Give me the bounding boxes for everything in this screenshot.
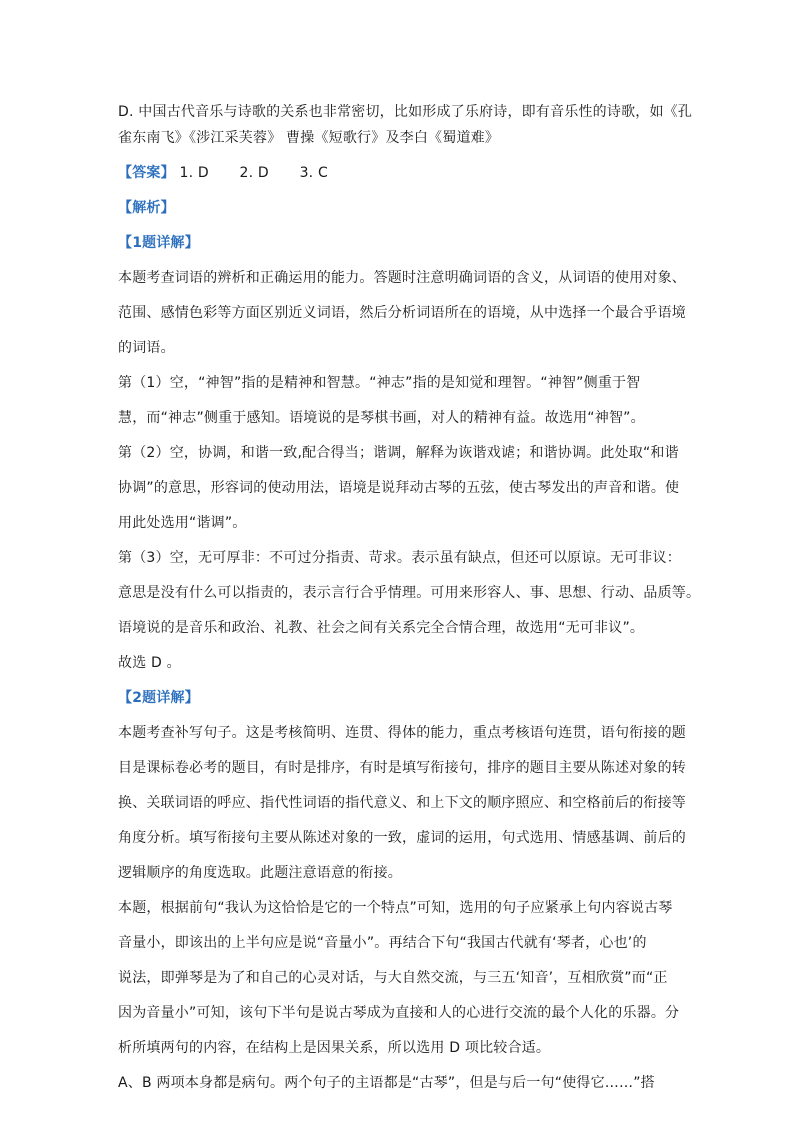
text-line: 本题，根据前句“我认为这恰恰是它的一个特点”可知，选用的句子应紧承上句内容说古琴	[118, 900, 673, 916]
text-line: 慧，而“神志”侧重于感知。语境说的是琴棋书画，对人的精神有益。故选用“神智”。	[118, 410, 645, 426]
text-line: 的词语。	[118, 340, 175, 356]
text-line: 意思是没有什么可以指责的，表示言行合乎情理。可用来形容人、事、思想、行动、品质等。	[118, 585, 701, 601]
q2-body	[118, 895, 678, 1061]
text-line: 本题考查补写句子。这是考核简明、连贯、得体的能力，重点考核语句连贯，语句衔接的题	[118, 725, 686, 741]
answer-item: 1. D	[179, 165, 209, 181]
option-d-line: 雀东南飞》《涉江采芙蓉》 曹操《短歌行》及李白《蜀道难》	[118, 130, 500, 146]
text-line: 本题考查词语的辨析和正确运用的能力。答题时注意明确词语的含义，从词语的使用对象、	[118, 270, 686, 286]
q1-conclusion: 故选 D 。	[118, 655, 181, 671]
text-line: 第（1）空，“神智”指的是精神和智慧。“神志”指的是知觉和理智。“神智”侧重于智	[118, 375, 641, 391]
text-line: 协调”的意思，形容词的使动用法，语境是说拜动古琴的五弦，使古琴发出的声音和谐。使	[118, 480, 680, 496]
text-line: 逻辑顺序的角度选取。此题注意语意的衔接。	[118, 865, 402, 881]
q1-blank3	[118, 545, 701, 641]
q2-heading-text: 【2题详解】	[118, 690, 199, 706]
q1-heading-text: 【1题详解】	[118, 235, 199, 251]
text-line: 目是课标卷必考的题目，有时是排序，有时是填写衔接句，排序的题目主要从陈述对象的转	[118, 760, 686, 776]
q1-blank2	[118, 440, 678, 536]
text-line: 语境说的是音乐和政治、礼教、社会之间有关系完全合情合理，故选用“无可非议”。	[118, 620, 645, 636]
text-line: 第（3）空，无可厚非：不可过分指责、苛求。表示虽有缺点，但还可以原谅。无可非议：	[118, 550, 681, 566]
answer-item: 3. C	[299, 165, 328, 181]
q2-intro	[118, 720, 686, 886]
text-line: 角度分析。填写衔接句主要从陈述对象的一致，虚词的运用，句式选用、情感基调、前后的	[118, 830, 686, 846]
text-line: 析所填两句的内容，在结构上是因果关系，所以选用 D 项比较合适。	[118, 1040, 551, 1056]
q1-intro	[118, 265, 686, 361]
text-line: 说法，即弹琴是为了和自己的心灵对话，与大自然交流，与三五‘知音’，互相欣赏”而“正	[118, 970, 668, 986]
text-line: 因为音量小”可知，该句下半句是说古琴成为直接和人的心进行交流的最个人化的乐器。分	[118, 1005, 680, 1021]
analysis-label: 【解析】	[118, 200, 175, 216]
answer-item: 2. D	[239, 165, 269, 181]
option-d-line: D. 中国古代音乐与诗歌的关系也非常密切，比如形成了乐府诗，即有音乐性的诗歌，如《孔	[118, 104, 693, 120]
document-body	[118, 99, 701, 1096]
q1-heading	[118, 230, 678, 256]
q2-heading	[118, 685, 678, 711]
text-line: 音量小，即该出的上半句应是说“音量小”。再结合下句“我国古代就有‘琴者，心也’的	[118, 935, 647, 951]
text-line: 第（2）空，协调，和谐一致,配合得当；谐调，解释为诙谐戏谑；和谐协调。此处取“和谐	[118, 445, 679, 461]
option-d	[118, 99, 693, 151]
text-line: 用此处选用“谐调”。	[118, 515, 247, 531]
text-line: 换、关联词语的呼应、指代性词语的指代意义、和上下文的顺序照应、和空格前后的衔接等	[118, 795, 686, 811]
text-line: 范围、感情色彩等方面区别近义词语，然后分析词语所在的语境，从中选择一个最合乎语境	[118, 305, 686, 321]
q2-ab-line: A、B 两项本身都是病句。两个句子的主语都是“古琴”，但是与后一句“使得它……”搭	[118, 1075, 655, 1091]
answer-label: 【答案】	[118, 165, 175, 181]
q1-blank1	[118, 370, 678, 431]
answer-line	[118, 160, 678, 186]
